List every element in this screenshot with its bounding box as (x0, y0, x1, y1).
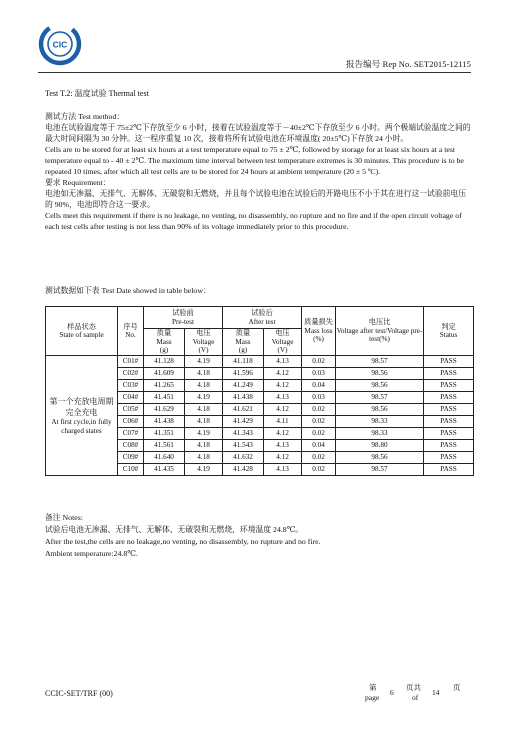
header-aftertest: 试验后 After test (223, 307, 302, 329)
cell-ratio: 98.57 (336, 392, 424, 404)
cell-status: PASS (424, 368, 474, 380)
table-row (46, 356, 474, 368)
cell-loss: 0.02 (302, 464, 336, 476)
test-title: Test T.2: 温度试验 Thermal test (45, 89, 149, 98)
cell-no: C04# (118, 392, 144, 404)
cell-loss: 0.02 (302, 404, 336, 416)
cell-ratio: 98.56 (336, 380, 424, 392)
cell-post-v: 4.11 (264, 416, 302, 428)
cell-post-v: 4.13 (264, 356, 302, 368)
svg-text:CIC: CIC (52, 39, 68, 50)
method-cn: 电池在试验温度等于 75±2℃下存放至少 6 小时，接着在试验温度等于－40±2℃下存放至少 6 小时。两个极端试验温度之间的最大时间间隔为 30 分钟。这一程序重复 10 次，接着将所有试验电池在环境温度( 20±5℃)下存放 24 小时。 (45, 123, 471, 143)
cell-pre-v: 4.19 (185, 464, 223, 476)
report-number: 报告编号 Rep No. SET2015-12115 (345, 59, 471, 69)
page-end-cn: 页 (453, 683, 461, 692)
notes-cn: 试验后电池无渗漏、无排气、无解体、无破裂和无燃烧，环境温度 24.8℃。 (45, 525, 304, 534)
cell-loss: 0.03 (302, 392, 336, 404)
cell-status: PASS (424, 452, 474, 464)
cell-ratio: 98.33 (336, 416, 424, 428)
cell-pre-mass: 41.438 (144, 416, 185, 428)
cell-pre-mass: 41.609 (144, 368, 185, 380)
cell-pre-mass: 41.351 (144, 428, 185, 440)
cell-post-mass: 41.632 (223, 452, 264, 464)
cell-post-v: 4.13 (264, 464, 302, 476)
cell-pre-mass: 41.128 (144, 356, 185, 368)
requirement-en: Cells meet this requirement if there is no leakage, no venting, no disassembly, no rupture and no fire and if the open circuit voltage of each test cells after testing is not less than 90% of its voltage immediately prior to this procedure. (45, 211, 462, 231)
ccic-logo (38, 22, 82, 66)
cell-post-mass: 41.118 (223, 356, 264, 368)
cell-status: PASS (424, 464, 474, 476)
cell-post-v: 4.12 (264, 404, 302, 416)
cell-pre-mass: 41.629 (144, 404, 185, 416)
cell-pre-mass: 41.265 (144, 380, 185, 392)
cell-no: C09# (118, 452, 144, 464)
of-label-en: of (412, 693, 419, 702)
cell-post-v: 4.12 (264, 368, 302, 380)
cell-post-v: 4.12 (264, 428, 302, 440)
page-number: 6 (390, 688, 394, 697)
cell-status: PASS (424, 440, 474, 452)
cell-status: PASS (424, 416, 474, 428)
cell-post-mass: 41.596 (223, 368, 264, 380)
cell-status: PASS (424, 428, 474, 440)
header-sample-state: 样品状态 State of sample (46, 307, 118, 356)
notes-heading: 备注 Notes: (45, 513, 83, 522)
cell-pre-mass: 41.561 (144, 440, 185, 452)
cell-pre-v: 4.18 (185, 380, 223, 392)
cell-loss: 0.02 (302, 452, 336, 464)
cell-no: C07# (118, 428, 144, 440)
cell-post-v: 4.13 (264, 392, 302, 404)
cell-post-v: 4.13 (264, 440, 302, 452)
cell-pre-mass: 41.451 (144, 392, 185, 404)
cell-ratio: 98.56 (336, 404, 424, 416)
cell-pre-v: 4.18 (185, 368, 223, 380)
header-status: 判定 Status (424, 307, 474, 356)
cell-post-mass: 41.621 (223, 404, 264, 416)
cell-loss: 0.04 (302, 380, 336, 392)
notes-ambient: Ambient temperature:24.8℃. (45, 549, 138, 558)
cell-post-mass: 41.249 (223, 380, 264, 392)
notes (45, 512, 475, 560)
cell-pre-v: 4.18 (185, 452, 223, 464)
form-number: CCIC-SET/TRF (00) (45, 689, 113, 698)
header-divider (38, 72, 471, 73)
header-pretest: 试验前 Pre-test (144, 307, 223, 329)
notes-en: After the test,the cells are no leakage,no venting, no disassembly, no rupture and no fire. (45, 537, 321, 546)
cell-pre-v: 4.18 (185, 440, 223, 452)
header-pre-voltage: 电压 Voltage (V) (185, 329, 223, 356)
cell-ratio: 98.56 (336, 368, 424, 380)
cell-ratio: 98.57 (336, 464, 424, 476)
cell-status: PASS (424, 356, 474, 368)
cell-no: C02# (118, 368, 144, 380)
cell-pre-v: 4.18 (185, 404, 223, 416)
header-no: 序号 No. (118, 307, 144, 356)
header-pre-mass: 质量 Mass (g) (144, 329, 185, 356)
cell-pre-mass: 41.640 (144, 452, 185, 464)
cell-no: C06# (118, 416, 144, 428)
cell-post-mass: 41.428 (223, 464, 264, 476)
cell-post-v: 4.12 (264, 380, 302, 392)
cell-no: C05# (118, 404, 144, 416)
cell-ratio: 98.57 (336, 356, 424, 368)
page-label-cn: 第 (369, 683, 377, 692)
ccic-logo-icon (38, 22, 82, 66)
header-mass-loss: 质量损失 Mass loss (%) (302, 307, 336, 356)
cell-pre-v: 4.19 (185, 356, 223, 368)
cell-loss: 0.02 (302, 356, 336, 368)
cell-pre-v: 4.19 (185, 392, 223, 404)
cell-ratio: 98.33 (336, 428, 424, 440)
cell-ratio: 98.56 (336, 452, 424, 464)
test-description (45, 111, 473, 232)
test-data-table (45, 306, 474, 476)
requirement-cn: 电池如无渗漏、无排气、无解体、无破裂和无燃烧，并且每个试验电池在试验后的开路电压不小于其在进行这一试验前电压的 90%，电池即符合这一要求。 (45, 189, 467, 209)
header-voltage-ratio: 电压比 Voltage after test/Voltage pre-test(%) (336, 307, 424, 356)
cell-pre-mass: 41.435 (144, 464, 185, 476)
cell-post-mass: 41.543 (223, 440, 264, 452)
cell-ratio: 98.80 (336, 440, 424, 452)
sample-state-cell: 第一个充放电周期完全充电 At first cycle,in fully charged states (46, 356, 118, 476)
total-pages: 14 (432, 688, 440, 697)
cell-loss: 0.02 (302, 428, 336, 440)
cell-no: C03# (118, 380, 144, 392)
cell-no: C10# (118, 464, 144, 476)
cell-pre-v: 4.19 (185, 428, 223, 440)
of-label-cn: 页共 (406, 683, 421, 692)
cell-status: PASS (424, 404, 474, 416)
cell-loss: 0.02 (302, 416, 336, 428)
cell-loss: 0.04 (302, 440, 336, 452)
cell-no: C08# (118, 440, 144, 452)
cell-post-mass: 41.429 (223, 416, 264, 428)
page-indicator (356, 682, 464, 708)
cell-pre-v: 4.18 (185, 416, 223, 428)
header-post-voltage: 电压 Voltage (V) (264, 329, 302, 356)
page-label-en: page (365, 693, 380, 702)
cell-post-v: 4.12 (264, 452, 302, 464)
requirement-heading: 要求 Requirement： (45, 178, 111, 187)
cell-no: C01# (118, 356, 144, 368)
table-intro: 测试数据如下表 Test Date showed in table below： (45, 286, 211, 295)
cell-loss: 0.03 (302, 368, 336, 380)
method-heading: 测试方法 Test method： (45, 112, 125, 121)
cell-status: PASS (424, 380, 474, 392)
cell-status: PASS (424, 392, 474, 404)
method-en: Cells are to be stored for at least six hours at a test temperature equal to 75 ± 2℃, followed by storage for at least six hours at a test temperature equal to - 40 ± 2℃. The maximum time interval between test temperature extremes is 30 minutes. This procedure is to be repeated 10 times, after which all test cells are to be stored for 24 hours at ambient temperature (20 ± 5 ºC). (45, 145, 464, 176)
header-post-mass: 质量 Mass (g) (223, 329, 264, 356)
cell-post-mass: 41.438 (223, 392, 264, 404)
cell-post-mass: 41.343 (223, 428, 264, 440)
